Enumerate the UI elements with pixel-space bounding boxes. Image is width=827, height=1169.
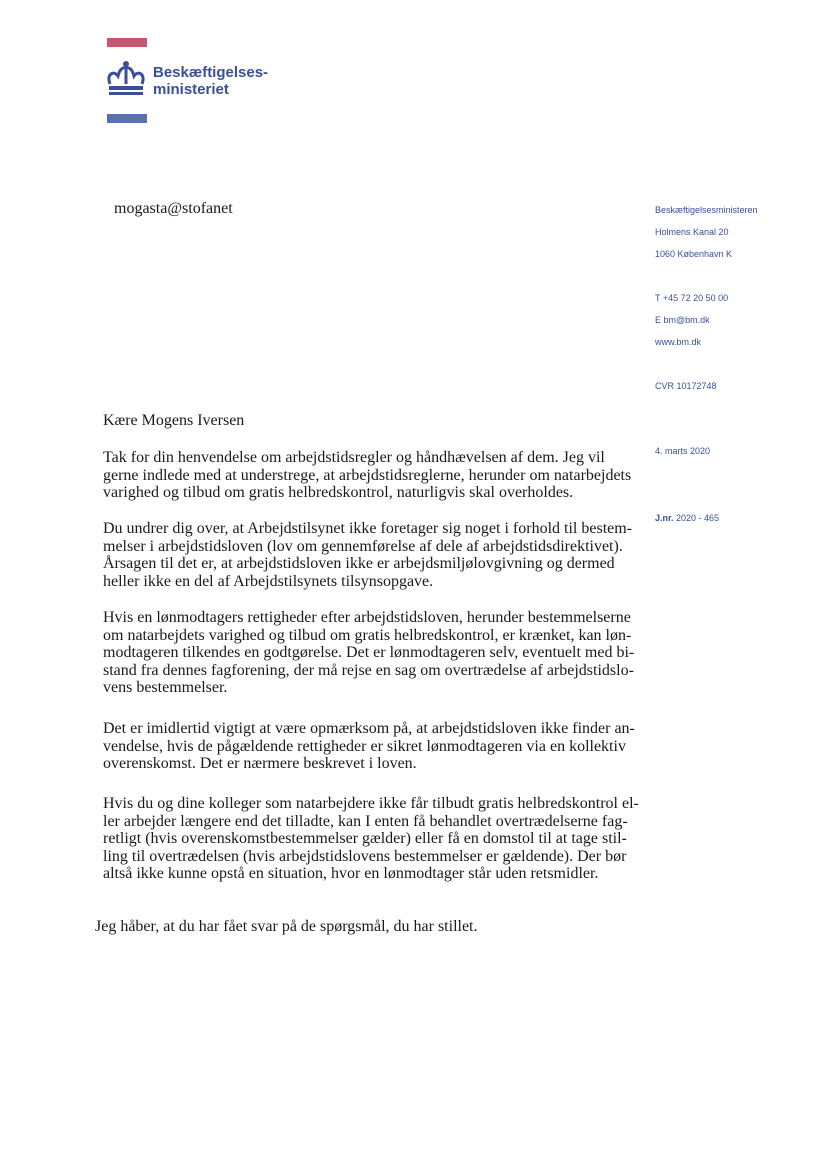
paragraph-1 xyxy=(103,449,632,502)
closing-line: Jeg håber, at du har fået svar på de spørgsmål, du har stillet. xyxy=(95,918,478,935)
journal-value: 2020 - 465 xyxy=(676,513,720,523)
paragraph-line: varighed og tilbud om gratis helbredskontrol, naturligvis skal overholdes. xyxy=(103,484,574,501)
logo-bottom-bar xyxy=(107,114,147,123)
letter-date: 4. marts 2020 xyxy=(655,446,711,456)
paragraph-line: om natarbejdets varighed og tilbud om gratis helbredskontrol, er krænket, kan løn- xyxy=(103,626,632,644)
journal-label: J.nr. xyxy=(655,513,674,523)
crown-icon xyxy=(104,60,148,98)
paragraph-line: Det er imidlertid vigtigt at være opmærksom på, at arbejdstidsloven ikke finder an- xyxy=(103,720,635,737)
logo-top-bar xyxy=(107,38,147,47)
logo-line-2: ministeriet xyxy=(153,81,229,98)
paragraph-line: vendelse, hvis de pågældende rettigheder er sikret lønmodtageren via en kollektiv xyxy=(103,737,626,755)
sender-email: E bm@bm.dk xyxy=(655,315,710,325)
paragraph-line: ler arbejder længere end det tilladte, kan I enten få behandlet overtrædelserne fag- xyxy=(103,812,628,830)
paragraph-line: heller ikke en del af Arbejdstilsynets tilsynsopgave. xyxy=(103,572,434,590)
paragraph-line: Tak for din henvendelse om arbejdstidsregler og håndhævelsen af dem. Jeg vil xyxy=(103,449,605,466)
paragraph-line: altså ikke kunne opstå en situation, hvor en lønmodtager står uden retsmidler. xyxy=(103,865,599,882)
paragraph-line: Du undrer dig over, at Arbejdstilsynet ikke foretager sig noget i forhold til bestem- xyxy=(103,520,633,537)
paragraph-line: modtageren tilkendes en godtgørelse. Det er lønmodtageren selv, eventuelt med bi- xyxy=(103,644,635,661)
paragraph-5 xyxy=(103,795,639,883)
salutation: Kære Mogens Iversen xyxy=(103,412,245,429)
paragraph-line: Hvis du og dine kolleger som natarbejdere ikke får tilbudt gratis helbredskontrol el- xyxy=(103,795,639,812)
ministry-logo-text xyxy=(153,64,268,98)
journal-number xyxy=(655,513,719,523)
paragraph-3 xyxy=(103,609,635,697)
paragraph-line: stand fra dennes fagforening, der må rejse en sag om overtrædelse af arbejdstidslo- xyxy=(103,661,634,679)
recipient-email: mogasta@stofanet xyxy=(114,200,233,217)
paragraph-line: ling til overtrædelsen (hvis arbejdstidslovens bestemmelser er gældende). Der bør xyxy=(103,847,627,865)
paragraph-4 xyxy=(103,720,635,773)
sender-city: 1060 København K xyxy=(655,249,733,259)
logo-line-1: Beskæftigelses- xyxy=(153,64,269,81)
paragraph-line: vens bestemmelser. xyxy=(103,679,228,696)
sender-street: Holmens Kanal 20 xyxy=(655,227,729,237)
sender-name: Beskæftigelsesministeren xyxy=(655,205,758,215)
paragraph-line: melser i arbejdstidsloven (lov om gennemførelse af dele af arbejdstidsdirektivet). xyxy=(103,537,623,555)
paragraph-line: Hvis en lønmodtagers rettigheder efter arbejdstidsloven, herunder bestemmelserne xyxy=(103,609,631,626)
paragraph-line: overenskomst. Det er nærmere beskrevet i loven. xyxy=(103,755,417,772)
sender-web: www.bm.dk xyxy=(655,337,702,347)
paragraph-line: gerne indlede med at understrege, at arbejdstidsreglerne, herunder om natarbejdets xyxy=(103,466,632,484)
sender-phone: T +45 72 20 50 00 xyxy=(655,293,729,303)
paragraph-line: Årsagen til det er, at arbejdstidsloven ikke er arbejdsmiljølovgivning og dermed xyxy=(103,555,615,572)
paragraph-line: retligt (hvis overenskomstbestemmelser gælder) eller få en domstol til at tage stil- xyxy=(103,830,627,847)
sender-cvr: CVR 10172748 xyxy=(655,381,717,391)
paragraph-2 xyxy=(103,520,633,590)
